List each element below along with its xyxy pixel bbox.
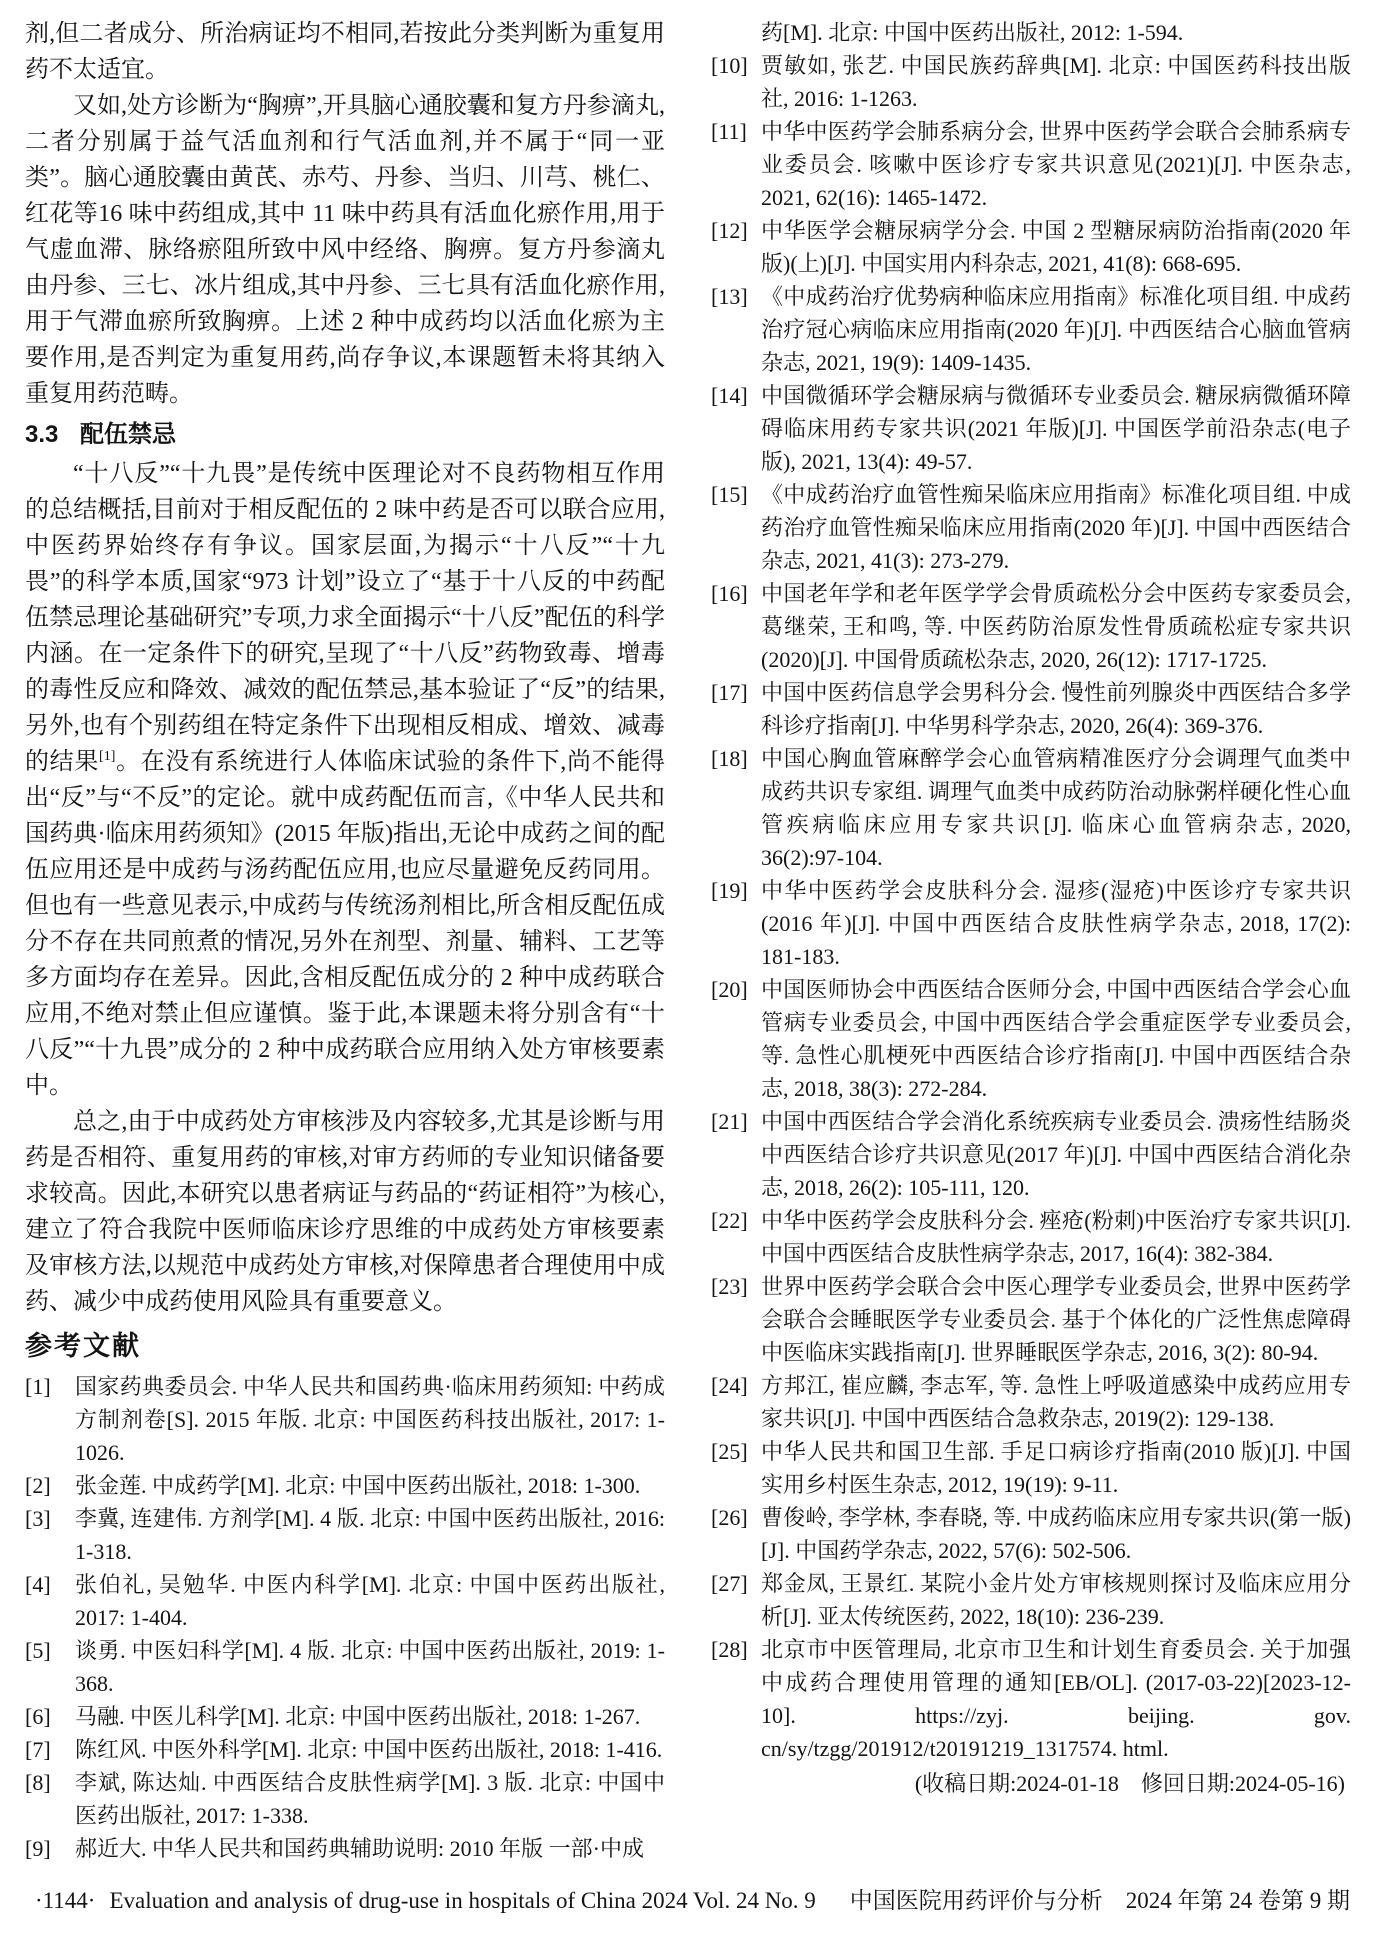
- footer-journal-name-en: Evaluation and analysis of drug-use in hospitals of China 2024 Vol. 24 No. 9: [109, 1888, 816, 1913]
- reference-label: [9]: [25, 1836, 51, 1861]
- reference-label: [2]: [25, 1473, 51, 1498]
- reference-item: [711, 973, 1351, 1105]
- reference-text: 国家药典委员会. 中华人民共和国药典·临床用药须知: 中药成方制剂卷[S]. 2015 年版. 北京: 中国医药科技出版社, 2017: 1-1026.: [75, 1374, 665, 1465]
- reference-item: [25, 1469, 665, 1502]
- references-heading: 参考文献: [25, 1331, 141, 1361]
- reference-label: [22]: [711, 1208, 748, 1233]
- reference-label: [13]: [711, 284, 748, 309]
- received-revised-dates: (收稿日期:2024-01-18 修回日期:2024-05-16): [914, 1771, 1345, 1796]
- reference-label: [12]: [711, 218, 748, 243]
- reference-item: [711, 1501, 1351, 1567]
- reference-label: [27]: [711, 1571, 748, 1596]
- reference-text: 中华中医药学会皮肤科分会. 湿疹(湿疮)中医诊疗专家共识(2016 年)[J]. 中国中西医结合皮肤性病学杂志, 2018, 17(2): 181-183.: [761, 878, 1351, 969]
- reference-label: [6]: [25, 1704, 51, 1729]
- reference-item: [711, 676, 1351, 742]
- footer-left: [35, 1886, 816, 1916]
- reference-item: [711, 1633, 1351, 1765]
- reference-label: [24]: [711, 1373, 748, 1398]
- reference-item: [711, 577, 1351, 676]
- page-number: ·1144·: [35, 1888, 96, 1913]
- reference-text: 方邦江, 崔应麟, 李志军, 等. 急性上呼吸道感染中成药应用专家共识[J]. 中国中西医结合急救杂志, 2019(2): 129-138.: [761, 1373, 1351, 1431]
- reference-text: 张伯礼, 吴勉华. 中医内科学[M]. 北京: 中国中医药出版社, 2017: 1-404.: [75, 1572, 665, 1630]
- reference-label: [19]: [711, 878, 748, 903]
- reference-text: 中国心胸血管麻醉学会心血管病精准医疗分会调理气血类中成药共识专家组. 调理气血类中成药防治动脉粥样硬化性心血管疾病临床应用专家共识[J]. 临床心血管病杂志, 2020, 36(2):97-104.: [761, 746, 1351, 870]
- reference-label: [1]: [25, 1374, 51, 1399]
- reference-item: [25, 1832, 665, 1865]
- reference-label: [8]: [25, 1770, 51, 1795]
- reference-text: 张金莲. 中成药学[M]. 北京: 中国中医药出版社, 2018: 1-300.: [75, 1473, 641, 1498]
- reference-label: [3]: [25, 1506, 51, 1531]
- reference-item: [711, 478, 1351, 577]
- reference-list-right: [711, 49, 1351, 1765]
- reference-text: 郑金凤, 王景红. 某院小金片处方审核规则探讨及临床应用分析[J]. 亚太传统医药, 2022, 18(10): 236-239.: [761, 1571, 1351, 1629]
- reference-label: [4]: [25, 1572, 51, 1597]
- reference-item: [711, 49, 1351, 115]
- reference-label: [17]: [711, 680, 748, 705]
- reference-label: [7]: [25, 1737, 51, 1762]
- reference-text: 陈红风. 中医外科学[M]. 北京: 中国中医药出版社, 2018: 1-416.: [75, 1737, 663, 1762]
- reference-label: [25]: [711, 1439, 748, 1464]
- reference-item: [711, 115, 1351, 214]
- reference-item: [25, 1733, 665, 1766]
- reference-text: 郝近大. 中华人民共和国药典辅助说明: 2010 年版 一部·中成: [75, 1836, 644, 1861]
- reference-text: 李冀, 连建伟. 方剂学[M]. 4 版. 北京: 中国中医药出版社, 2016: 1-318.: [75, 1506, 665, 1564]
- reference-label: [26]: [711, 1505, 748, 1530]
- reference-item: [711, 1270, 1351, 1369]
- page-footer: [0, 1886, 1375, 1916]
- reference-text: 中国医师协会中西医结合医师分会, 中国中西医结合学会心血管病专业委员会, 中国中西医结合学会重症医学专业委员会, 等. 急性心肌梗死中西医结合诊疗指南[J]. 中国中西医结合杂志, 2018, 38(3): 272-284.: [761, 977, 1351, 1101]
- reference-item: [711, 742, 1351, 874]
- paragraph-text: 。在没有系统进行人体临床试验的条件下,尚不能得出“反”与“不反”的定论。就中成药配伍而言,《中华人民共和国药典·临床用药须知》(2015 年版)指出,无论中成药之间的配伍应用还是中成药与汤药配伍应用,也应尽量避免反药同用。但也有一些意见表示,中成药与传统汤剂相比,所含相反配伍成分不存在共同煎煮的情况,另外在剂型、剂量、辅料、工艺等多方面均存在差异。因此,含相反配伍成分的 2 种中成药联合应用,不绝对禁止但应谨慎。鉴于此,本课题未将分别含有“十八反”“十九畏”成分的 2 种中成药联合应用纳入处方审核要素中。: [25, 749, 666, 1099]
- reference-text: 《中成药治疗血管性痴呆临床应用指南》标准化项目组. 中成药治疗血管性痴呆临床应用指南(2020 年)[J]. 中国中西医结合杂志, 2021, 41(3): 273-279.: [761, 482, 1351, 573]
- right-column: [711, 16, 1351, 1865]
- reference-text: 中华医学会糖尿病学分会. 中国 2 型糖尿病防治指南(2020 年版)(上)[J]. 中国实用内科杂志, 2021, 41(8): 668-695.: [761, 218, 1351, 276]
- reference-item: [711, 1204, 1351, 1270]
- reference-label: [18]: [711, 746, 748, 771]
- reference-list-left: [25, 1370, 665, 1865]
- paragraph-example: 又如,处方诊断为“胸痹”,开具脑心通胶囊和复方丹参滴丸,二者分别属于益气活血剂和行气活血剂,并不属于“同一亚类”。脑心通胶囊由黄芪、赤芍、丹参、当归、川芎、桃仁、红花等16 味中药组成,其中 11 味中药具有活血化瘀作用,用于气虚血滞、脉络瘀阻所致中风中经络、胸痹。复方丹参滴丸由丹参、三七、冰片组成,其中丹参、三七具有活血化瘀作用,用于气滞血瘀所致胸痹。上述 2 种中成药均以活血化瘀为主要作用,是否判定为重复用药,尚存争议,本课题暂未将其纳入重复用药范畴。: [25, 93, 665, 407]
- reference-item: [711, 379, 1351, 478]
- reference-item: [25, 1766, 665, 1832]
- reference-text: 中国老年学和老年医学学会骨质疏松分会中医药专家委员会, 葛继荣, 王和鸣, 等. 中医药防治原发性骨质疏松症专家共识(2020)[J]. 中国骨质疏松杂志, 2020, 26(12): 1717-1725.: [761, 581, 1351, 672]
- reference-label: [5]: [25, 1638, 51, 1663]
- reference-text: 中华人民共和国卫生部. 手足口病诊疗指南(2010 版)[J]. 中国实用乡村医生杂志, 2012, 19(19): 9-11.: [761, 1439, 1351, 1497]
- left-column: [25, 16, 665, 1865]
- reference-text: 世界中医药学会联合会中医心理学专业委员会, 世界中医药学会联合会睡眠医学专业委员会. 基于个体化的广泛性焦虑障碍中医临床实践指南[J]. 世界睡眠医学杂志, 2016, 3(2): 80-94.: [761, 1274, 1351, 1365]
- reference-label: [14]: [711, 383, 748, 408]
- reference-label: [21]: [711, 1109, 748, 1134]
- reference-item: [711, 280, 1351, 379]
- footer-journal-name-cn: 中国医院用药评价与分析 2024 年第 24 卷第 9 期: [849, 1888, 1350, 1913]
- reference-text: 曹俊岭, 李学林, 李春晓, 等. 中成药临床应用专家共识(第一版)[J]. 中国药学杂志, 2022, 57(6): 502-506.: [761, 1505, 1351, 1563]
- reference-text: 中国微循环学会糖尿病与微循环专业委员会. 糖尿病微循环障碍临床用药专家共识(2021 年版)[J]. 中国医学前沿杂志(电子版), 2021, 13(4): 49-57.: [761, 383, 1351, 474]
- reference-text: 谈勇. 中医妇科学[M]. 4 版. 北京: 中国中医药出版社, 2019: 1-368.: [75, 1638, 665, 1696]
- reference-text: 中国中医药信息学会男科分会. 慢性前列腺炎中西医结合多学科诊疗指南[J]. 中华男科学杂志, 2020, 26(4): 369-376.: [761, 680, 1351, 738]
- reference-item: [25, 1700, 665, 1733]
- reference-item: [711, 1105, 1351, 1204]
- section-heading-3-3: [25, 417, 665, 453]
- paragraph-summary: 总之,由于中成药处方审核涉及内容较多,尤其是诊断与用药是否相符、重复用药的审核,对审方药师的专业知识储备要求较高。因此,本研究以患者病证与药品的“药证相符”为核心,建立了符合我院中医师临床诊疗思维的中成药处方审核要素及审核方法,以规范中成药处方审核,对保障患者合理使用中成药、减少中成药使用风险具有重要意义。: [25, 1109, 665, 1315]
- reference-9-continuation: 药[M]. 北京: 中国中医药出版社, 2012: 1-594.: [761, 20, 1184, 45]
- reference-label: [11]: [711, 119, 747, 144]
- reference-item: [25, 1502, 665, 1568]
- reference-text: 马融. 中医儿科学[M]. 北京: 中国中医药出版社, 2018: 1-267.: [75, 1704, 641, 1729]
- reference-label: [28]: [711, 1637, 748, 1662]
- citation-superscript: [1]: [99, 749, 116, 764]
- paragraph-forbidden-combinations: [25, 456, 665, 1104]
- reference-text: 中国中西医结合学会消化系统疾病专业委员会. 溃疡性结肠炎中西医结合诊疗共识意见(2017 年)[J]. 中国中西医结合消化杂志, 2018, 26(2): 105-111, 120.: [761, 1109, 1351, 1200]
- reference-item: [25, 1370, 665, 1469]
- reference-label: [15]: [711, 482, 748, 507]
- paragraph-continuation: 剂,但二者成分、所治病证均不相同,若按此分类判断为重复用药不太适宜。: [25, 21, 665, 83]
- reference-label: [20]: [711, 977, 748, 1002]
- reference-item: [25, 1568, 665, 1634]
- reference-text: 《中成药治疗优势病种临床应用指南》标准化项目组. 中成药治疗冠心病临床应用指南(2020 年)[J]. 中西医结合心脑血管病杂志, 2021, 19(9): 1409-1435.: [761, 284, 1351, 375]
- reference-label: [16]: [711, 581, 748, 606]
- reference-item: [711, 874, 1351, 973]
- reference-item: [711, 1369, 1351, 1435]
- section-number: 3.3: [25, 421, 59, 448]
- reference-text: 北京市中医管理局, 北京市卫生和计划生育委员会. 关于加强中成药合理使用管理的通知[EB/OL]. (2017-03-22)[2023-12-10]. https://zyj. beijing. gov. cn/sy/tzgg/201912/t20191219_1317574. html.: [761, 1637, 1351, 1761]
- reference-text: 中华中医药学会皮肤科分会. 痤疮(粉刺)中医治疗专家共识[J]. 中国中西医结合皮肤性病学杂志, 2017, 16(4): 382-384.: [761, 1208, 1351, 1266]
- reference-item: [25, 1634, 665, 1700]
- paragraph-text: “十八反”“十九畏”是传统中医理论对不良药物相互作用的总结概括,目前对于相反配伍的 2 味中药是否可以联合应用,中医药界始终存有争议。国家层面,为揭示“十八反”“十九畏”的科学本质,国家“973 计划”设立了“基于十八反的中药配伍禁忌理论基础研究”专项,力求全面揭示“十八反”配伍的科学内涵。在一定条件下的研究,呈现了“十八反”药物致毒、增毒的毒性反应和降效、减效的配伍禁忌,基本验证了“反”的结果,另外,也有个别药组在特定条件下出现相反相成、增效、减毒的结果: [25, 461, 665, 775]
- reference-label: [10]: [711, 53, 748, 78]
- reference-text: 中华中医药学会肺系病分会, 世界中医药学会联合会肺系病专业委员会. 咳嗽中医诊疗专家共识意见(2021)[J]. 中医杂志, 2021, 62(16): 1465-1472.: [761, 119, 1351, 210]
- reference-label: [23]: [711, 1274, 748, 1299]
- reference-item: [711, 1435, 1351, 1501]
- reference-text: 李斌, 陈达灿. 中西医结合皮肤性病学[M]. 3 版. 北京: 中国中医药出版社, 2017: 1-338.: [75, 1770, 665, 1828]
- reference-text: 贾敏如, 张艺. 中国民族药辞典[M]. 北京: 中国医药科技出版社, 2016: 1-1263.: [761, 53, 1351, 111]
- section-title: 配伍禁忌: [79, 421, 176, 448]
- reference-item: [711, 214, 1351, 280]
- reference-item: [711, 1567, 1351, 1633]
